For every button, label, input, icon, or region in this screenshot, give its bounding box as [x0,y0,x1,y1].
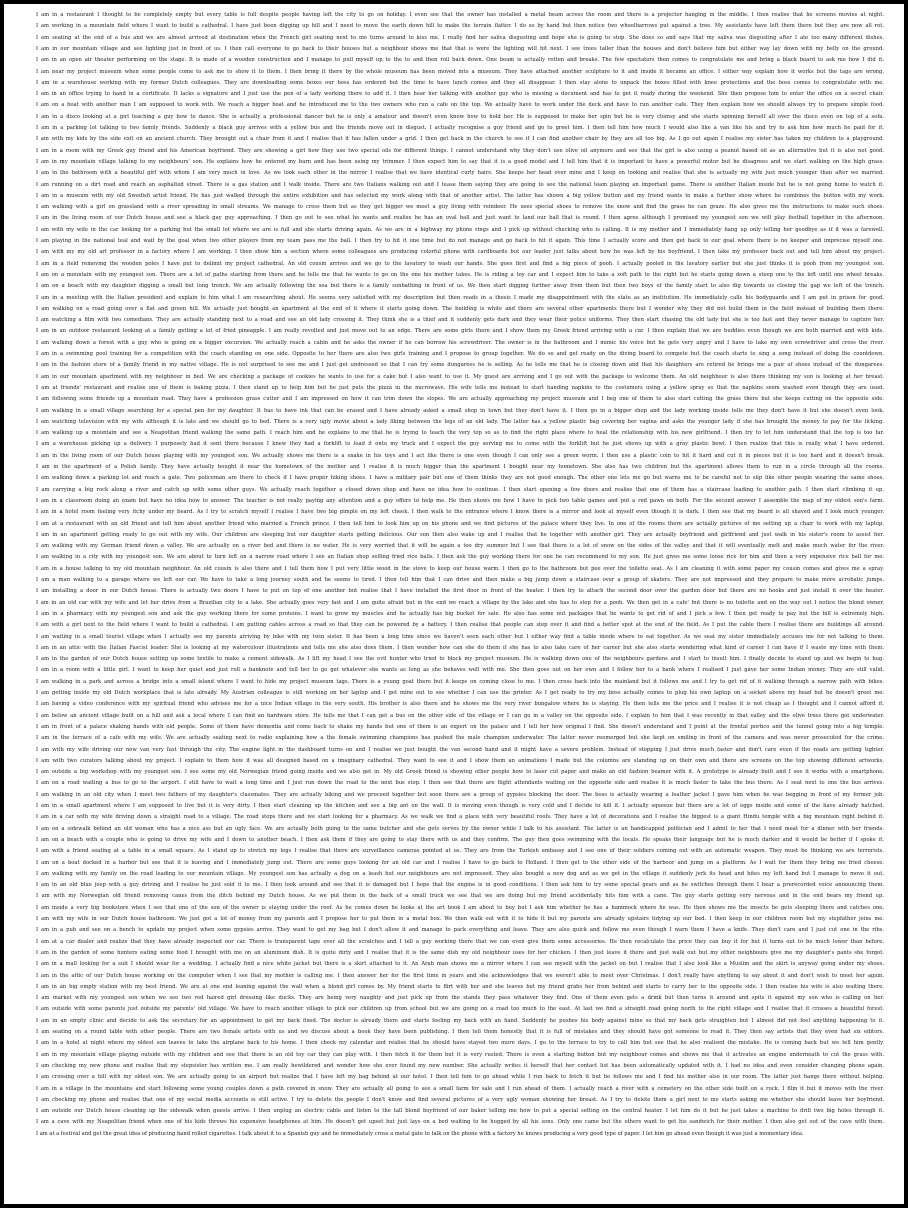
journal-entry-line: I am outside a big workshop with my youngest son. I see some my old Norwegian friend going inside and we also get in. My old Greek friend is showing other people how to laser cut paper and make an old fashion beamer with it. A prototype is already built and I see it works with a smartphone. [36,769,884,776]
journal-entry-line: I am in a car with my wife driving down a straight road to a village. The road stops there and we start looking for a pharmacy. As we walk we find a place with very beautiful roofs. They have a lot of decorations and I realise the biggest is a giant Hindu temple with a big mountain right behind it. [36,814,884,821]
journal-entry-line: I am walking with a girl on grassland with a river spreading in small streams. We manage to cross them but as they get bigger we meet a guy living with reindeer. He uses special shoes to remove the snow and find the grass he can graze. He also gives me the instructions to make such shoes. [36,204,884,211]
journal-entry-line: I am walking up a mountain and see a Neapolitan friend walking the same path. I reach him and he explains to me that he is trying to teach the very top so as to find the right place where to heal the relationship with his new girlfriend. I then try to let him understand that the top is too far. [36,430,884,437]
journal-entry-line: I am waiting in a small tourist village when I actually see my parents arriving by bike with my twin sister. It has been a long time since we haven't seen each other but I either way find a table inside where to eat together. As we seat my sister immediately accuses me for not talking to them. [36,633,884,640]
journal-entry-line: I am in a parking lot talking to two family friends. Suddenly a black guy arrives with a yellow bus and the friends move out in disgust. I actually recognise a guy friend and go to greet him. I then tell him how much I would also like a van like his and try to ask him how much he paid for it. [36,125,884,131]
journal-entry-line: I am walking with my German friend down a valley. We are actually on a river bed and there is no water. He is very worried that it will be again a too dry summer but I see that there is a lot of snow on the sides of the valley and that it will eventually melt and make much water for the river. [36,543,884,550]
journal-entry-line: I am in the bathroom with a beautiful girl with whom I am very much in love. As we look each other in the mirror I realise that we have identical curly hairs. She keeps her head over mine and I keep on looking and realise that she is actually my wife just much younger than after we married. [36,170,884,177]
journal-entry-line: I am in a house talking to my old mountain neighbour. An old cousin is also there and I tell them how I put very little wood in the stove to keep our house warm. I then go to the bathroom but pee over the toilette seat. As I am cleaning it with some paper my cousin comes and gives me a spray. [36,565,884,572]
journal-entry-line: I am in a village in the mountains and start following some young couples down a path covered in snow. They are actually all going to see a small farm for sale and I run ahead of them. I actually reach a river with a cemetery on the other side built on a rock. I film it but it moves with the river. [36,1085,884,1092]
journal-entry-line: I am working in a mountain field where I want to build a cathedral. I have just been digging up hill and I need to move the earth down hill to make the terrain flatter. I do so by hand but then notice two wheelbarrows put against a tree. My assistants have left them there but they are now all rot. [36,23,884,30]
journal-entry-line: I am a warehouse picking up a delivery. I purposely had it sent there because I knew they had a forklift to load it onto my truck and I expect the guy serving me to come with the forklift but he just shows up with a gray plastic bowl. I then realize that this is really what I have ordered. [36,441,884,448]
journal-entry-line: I am running on a dirt road and reach an asphalted street. There is a gas station and I walk inside. There are two Italians walking out and I tease them saying they are going to see the national team playing an important game. There is another Italian inside but he is not going home to watch it. [36,181,884,188]
journal-entry-line: I am in the living room of our Dutch house playing with my youngest son. We actually shows me there is a snake in his toys and I act like there is one even though I can only see a green worm. I then use a plastic coin to hit it hard and cut it in pieces but it is too hard and it doesn't break. [36,452,884,459]
journal-entry-line: I am inside a very big bookstore when I see that one of the son of the owner is staying under the roof. As he comes down he looks at the art book I am about to buy but I ask him whether he has a hammock where he was. He then shows me the insects he gets sleeping there and catches one. [36,904,884,911]
journal-entry-line: I am in our mountain village and see lighting just in front of us. I then call everyone to go back to their houses but a neighbour shows me that that is were the lighting will hit next. I see trees taller than the houses and don't believe him but either way lay down with my belly on the ground. [36,45,884,52]
journal-entry-line: I am below an ancient village built on a hill and ask a local where I can find an hardware store. He tells me that I can get a bus on the other side of the village or I can go in a valley on the opposite side. I explain to him that I was recently in that valley and the olive trees there got underwater. [36,712,884,719]
journal-entry-line: I am a cave with my Neapolitan friend when one of his kids throws his expensive headphones at him. He doesn't get upset but just lays on a bed waiting to be hugged by all his sons. Only one came but the others want to get his sandwich for their mother. I then also get out of the cave with them. [36,1119,884,1126]
journal-entry-line: I am with a friend seating at a table in a small square. As I stand up to stretch my legs I realise that there are surveillance cameras pointed at us. They are from the Turkish embassy and I see one of their soldiers coming out with an automatic weapon. They must be thinking we are terrorists. [36,848,884,855]
journal-entry-line: I am in a meeting with the Italian president and explain to him what I am researching about. He seems very satisfied with my description but then reads in a thesis I made my disappointment with the state as an institution. He immediately calls his bodyguards and I am put in prison for good. [36,294,884,301]
journal-entry-line: I am in an big empty station with my best friend. We are at one end leaning against the wall when a blond girl comes by. My friend starts to flirt with her and she leaves but my friend grabs her from behind and starts to carry her to the opposite side. I then realise his wife is also waiting there. [36,983,884,990]
journal-entry-line: I am at a restaurant with an old friend and tell him about another friend who married a French prince. I then tell him to look him up on his phone and we find pictures of the palace where they live. In one of the rooms there are actually pictures of me setting up a chair to work with my laptop. [36,520,884,527]
journal-entry-line: I am in a warehouse working with my former Dutch colleagues. They are downloading some boxes our boss has ordered but the time to have lunch comes and they all disappear. I then stay alone to unpack the boxes filled with knee protections and the boss comes to congratulate with me. [36,79,884,86]
journal-entry-line: I am in the fashion store of a family friend in my native village. He is not surprised to see me and I just get undressed so that I can try some dungarees he is selling. As he tells me that he is closing down and that his daughters are retired he brings me a pair of shoes instead of the dungarees. [36,362,884,369]
journal-entry-line: I am in a mall looking for a suit I should wear for a wedding. I actually find a nice white jacket but there is a skirt attached to it. An Arab man shows me a mirror where I can see myself with the jacket on but I realise that I also look like a Muslim and the skirt is anyway going under my shoes. [36,961,884,968]
journal-entry-line: I am in a room with my Greek guy friend and his American boyfriend. They are showing a girl how they use two special oils for different things. I cannot understand why they don't use olive oil anymore and see that the girl is also using a peanut based oil as an alternative but it is also not good. [36,147,884,154]
journal-entry-line: I am seating at the end of a bus and we are almost arrived at destination when the French girl seating next to me turns around to kiss me. I really find her saliva disgusting and hope she is going to stop. She does so and says that my saliva was disgusting after I ate too many different dishes. [36,34,884,41]
journal-entry-line: I am in the living room of our Dutch house and see a black gay guy approaching. I then go out to see what he wants and realise he has an oval ball and just want to land our ball that is round. I then agree although I promised my youngest son we will play football together in the afternoon. [36,215,884,222]
journal-entry-line: I am getting inside my old Dutch workplace that is late already. My Austrian colleague is still working on her laptop and I get mine out to see whether I can use the printer. As I get ready to try my boss actually comes to plug his own laptop on a socket above my head but he doesn't greet me. [36,690,884,696]
journal-entry-line: I am walking in a park and across a bridge into a small island where I want to hide my project museum tags. There is a young goat there but it keeps on coming close to me. I then cross back into the mainland but it follows me and I try to get rid of it walking through a narrow path with bikes. [36,678,884,685]
journal-entry-line: I am in an outdoor restaurant looking at a family getting a lot of fried pineapple. I am really revolted and just move out to an edge. There are some girls there and I show them my Greek friend arriving with a car. I then explain that we are buddies even though we are both married and with kids. [36,328,884,335]
journal-entry-line: I am walking in a city with my youngest son. We are about to turn left on a narrow road where I see an Italian shop selling fried rice balls. I then ask the guy working there for one he can recommend to my son. He just gives me some loose rice for him and then a very expensive rice ball for me. [36,554,884,561]
journal-entry-line: I am in an empty clinic and decide to ask the secretary for an appointment to get my back fixed. The doctor is already there and starts feeling my back with an hand. Suddenly he pushes his body against mine so that my back gets straighten but I almost did not feel anything happening to it. [36,1017,884,1024]
journal-entry-line: I am in the garden of our Dutch house setting up some textile to make a cement sidewalk. As I lift my head I see the evil hunter who tried to block my project museum. He is walking down one of the neighbours gardens and I start to insult him. I finally decide to stand up and we begin to hug. [36,656,884,663]
journal-entry-line: I am market with my youngest son when we see two red haired girl dressing like ducks. They are being very naughty and just pick up from the stands they pass whatever they find. One of them even gets a drink but then turns it around and spits it against my son who is calling on her. [36,995,884,1002]
journal-entry-line: I am in a pharmacy with my youngest son and ask the guy working there for some proteins. I want to grow my muscles and he actually has big bucket for sale. He also has some nut packages that he wants to get rid of and I pick a few. I then get ready to pay but the bill is extremely high. [36,610,884,617]
journal-entry-line: I am crossing over a hill with my oldest son. We are actually going to an airport but realize that I have left my bag behind at our hotel. I then tell him to go ahead while I run back to fetch it but he follows me and I find his mother also in our room. The latter just hangs there without helping. [36,1074,884,1081]
journal-entry-line: I am in my mountain village talking to my neighbours' son. He explains how he entered my barn and has been using my trimmer. I then expect him to say that it is a good model and I tell him that it is important to have a powerful motor but he disagrees and we start walking on the high grass. [36,158,884,165]
journal-entry-line: I am with my kids by the side exit on an ancient church. They brought out a chair from it and I realise that it has fallen under a grid. I then get back in the church to see if I can find another chair by they are all too big. As I go out again I realise my sister has taken my children to a playground. [36,136,884,143]
journal-entry-line: I am in a small apartment where I am supposed to live but it is very dirty. I then start cleaning up the kitchen and see a big ant on the wall. It is moving even though is very cold and I decide to kill it. I actually squeeze but there are a lot of eggs inside and some of the have already hatched. [36,803,884,809]
journal-entry-line: I am in an office trying to hand in a certificate. It lacks a signature and I just use the pen of a lady working there to add it. I then hear her talking with another guy who is missing a document and has to get it ready during the weekend. She then propose him to enter the office on a secret chair. [36,91,884,98]
journal-entry-line: I am with two curators talking about my project. I explain to them how it was all designed based on a imaginary cathedral. They want to see it and I show them an animations I made but the columns are standing up on their own and there are screens on the top showing different artworks. [36,757,884,764]
journal-entry-line: I am checking my phone and realise that one of my social media accounts is still active. I try to delete the people I don't know and find several pictures of a very ugly woman showing her breast. As I try to delete them a girl next to me starts asking me whether she should leave her boyfriend. [36,1096,884,1103]
journal-entry-line: I am on a boat docked in a harbor but see that it is leaving and I immediately jump out. There are some guys looking for an old car and I realise I have to go back to Holland. I then get to the other side of the harbour and jump on a platform. As I wait for them they bring me fried cheese. [36,859,884,866]
journal-entry-line: I am playing in the national teal and wait by the goal when two other players from my team pass me the ball. I then try to hit it one time but do not manage and go back to hit it again. This time I actually score and then get back to our goal where there is no keeper and imprecise myself one. [36,238,884,244]
journal-entry-line: I am on a beach with a couple who is going to drive my wife and I down to another beach. I then ask them if they are going to stay there with us and they confirm. The guy then goes swimming with the locals. He speaks their language but he is much darker and it would be better if I spoke it. [36,836,884,843]
journal-entry-line: I am on a boat with another man I am supposed to work with. We reach a bigger boat and he introduced me to the two owners who run a cafe on the top. We actually have to work under the deck and have to run another cafe. They then explain how we should always try to prepare simple food. [36,102,884,109]
journal-entry-line: I am at friends' restaurant and realise one of them is baking pizza. I then stand up to help him but he just puts the pizza in the microwave. His wife tells me instead to start handing napkins to the costumers using a yellow spray so that the napkins seem washed even though they are used. [36,384,884,391]
journal-entry-line: I am in a swimming pool training for a competition with the coach standing on one side. Opposite to her there are also two girls training and I propose to group together. We do so and get ready on the diving board to compete but the coach starts to sing a song instead of doing the countdown. [36,351,884,357]
journal-entry-line: I am watching a film with two comedians. They are actually standing next to a road and see an old lady crossing it. They think she is a thief and it suddenly gets dark and they wear their police uniforms. They then start chasing the old lady but she is too fast and they never manage to capture her. [36,317,884,324]
journal-entry-line: I am on a sidewalk behind an old woman who has a nice ass but an ugly face. We are actually both going to the same butcher and she gets serves by the owner while I talk to his assistant. The latter is an handicapped politician and I admit to her that I need meat for a dinner with her friends. [36,825,884,832]
journal-entry-line: I am walking down a forest with a guy who is going on a bigger excursion. We actually reach a cabin and he asks the owner if he can borrow his screwdriver. The owner is in the bathroom and I mimic his voice but he gets very angry and I have to take my own screwdriver and cross the river. [36,339,884,346]
journal-entry-line: I am in an open air theater performing on the stage. It is made of a wooden construction and I manage to pull myself up to the to and then roll back down. One beam is actually rotten and breaks. The few spectators then comes to congratulate me and bring a black board to ask me how I did it. [36,57,884,64]
journal-entry-line: I am walking on a road going over a flat and green hill. We actually just bought an apartment at the end of it where it starts going down. The building is white and there are several other apartments there but I wonder why they did not build them in the field instead of building them there. [36,305,884,312]
journal-entry-line: I am walking with my family on the road leading to our mountain village. My youngest son has actually a dog on a leash but our neighbours are not impressed. They also bought a new dog and as we get in the village it suddenly jerk its head and bites my left hand but I manage to move it out. [36,870,884,877]
journal-entry-line: I am in front of a palace shaking hands with old people. Some of them have dementia and come back to shake my hands but one of them is an expert on the palace and I tell her how original I find. She doesn't understand and I point at the frontal portico and the tunnel going into a big temple. [36,723,884,730]
journal-entry-line: I am in a disco looking at a girl teaching a guy how to dance. She is actually a professional dancer but he is only a amateur and doesn't even know how to hold her. He is supposed to make her spin but he is very clumsy and she starts spinning herself all over the disco even on top of a sofa. [36,113,884,120]
journal-entry-line: I am in a restaurant I thought to be completely empty but every table is full despite people having left the city to go on holiday. I even see that the owner has installed a metal beam across the room and there is a projector hanging in the middle. I then realise that he screens movies at night. [36,12,884,18]
journal-entry-line: I am in an old blue jeep with a guy driving and I realise he just sold it to me. I then look around and see that it is damaged but I hope that the engine is in good conditions. I then ask him to try some special gears and as he switches through them I hear a prerecorded voice announcing them. [36,882,884,889]
journal-entry-line: I am with my wife in our Dutch house bathroom. We just got a lot of money from my parents and I propose her to put them in a metal box. We then walk out with it to hide it but my parents are already upstairs tidying up our bed. I then keep in our children room but my stepfather joins me. [36,916,884,922]
journal-entry-line: I am at a festival and get the great idea of producing hand rolled cigarettes. I talk about it to a Spanish guy and he immediately cross a metal gate to talk on the phone with a factory he knows producing a very good type of paper. I let him go ahead even though it was just a momentary idea. [36,1130,804,1137]
journal-entry-line: I am in the terrace of a cafe with my wife. We are actually seating next to radio explaining how a the female swimming champions has pushed the male champion underwater. The latter never reemerged but she kept on smiling in front of the camera and was never prosecuted for the crime. [36,735,884,742]
journal-entry-line: I am watching television with my wife although it is late and we should go to bed. There is a very ugly movie about a lady liking between the legs of an old lady. The latter has a yellow plastic bag covering her vagina and asks the younger lady if she has brought the money to pay for the licking. [36,418,884,425]
journal-entry-line: I am at a car dealer and realize that they have already inspected our car. There is transparent tape over all the scratches and I tell a guy working there that we can even give them some accessories. He then recalculate the price they can buy it for but it turns out to be much lower than before. [36,938,884,945]
journal-entry-line: I am in a field removing the wooden poles I have put to delimit my project cathedral. An old cousin arrives and we go to the lavatory to wash our hands. She goes first and find a big piece of pooh. I actually pooled in the lavatory earlier but she just thinks it is pooh from my youngest son. [36,260,884,267]
journal-entry-line: I am installing a door in our Dutch house. There is actually two doors I have to put on top of one another but realise that I have installed the first door in front of the heater. I then try to attach the second door over the garden door but there are no hooks and just install it over the heater. [36,588,884,595]
journal-entry-line: I am in a hotel room feeling very itchy under my beard. As I try to scratch myself I realise I have two big pimple on my left cheek. I then walk to the entrance where I know there is a mirror and look at myself even though it is dark. I then see that my beard is all shaved and I look much younger. [36,509,884,516]
journal-entry-line: I am with a girl next to the field where I want to build a cathedral. I am putting cables across a road so that they can be powered by a battery. I then realise that people can step over it and find a better spot at the end of the field. As I put the cable there I realise there are buildings all around. [36,622,884,629]
journal-entry-line: I am in my mountain village playing outside with my children and see that there is an old toy car they can play with. I then fetch it for them but it is very rusted. There is even a starting button but my neighbour comes and shows me that it activates an engine underneath to cut the grass with. [36,1051,884,1058]
journal-entry-line: I am on a beach with my daughter digging a small but long trench. We are actually following the sea but there is a family sunbathing in front of us. We then start digging further away from them but then two boys of the family start to also dig towards us closing the gap we left of the trench. [36,283,884,290]
journal-entry-line: I am walking in a small village searching for a special pen for my daughter. It has to have ink that can be erased and I have already asked a small shop in town but they don't have it. I then go in a bigger shop and the lady working inside tells me they don't have it but she doesn't even look. [36,407,884,414]
journal-entry-line: I am with my Norwegian old friend removing canes from the ditch behind my Dutch house. As we put them in the back of a small truck we see that we are doing but my friend accidentally hits him with a cane. The guy starts getting very nervous and in the end bears my friend up. [36,893,884,900]
journal-entry-line: I am having a video conference with my spiritual friend who advises me for a nice Indian village in the very south. His brother is also there and he shows me the very river bungalow where he is staying. He then tells me the price and I realise it is not cheap as I thought and I cannot afford it. [36,701,884,708]
journal-entry-line: I am on a mountain with my youngest son. There are a lot of paths starting from there and he tells me that he wants to go on the one his mother takes. He is riding a toy car and I expect him to take a soft path to the right but he starts going down a steep one to the left until one wheel breaks. [36,271,884,278]
journal-entry-line: I am in an old car with my wife and let her drive from a Brazilian city to a lake. She actually goes very fast and I am quite afraid but in the end we reach a village by the lake and she has to stop for a pooh. We then get in a cafe' but there is no toilette and on the way out I notice the blond owner. [36,599,884,606]
journal-entry-line: I am with my wife driving our new van very fast through the city. The engine light in the dashboard turns on and I realise we just bought the van second hand and it might have a severe problem. Instead of stopping I just drive much faster and don't care even if the roads are getting tighter. [36,746,884,753]
journal-entry-line: I am in an attic with the Italian Fascist leader. She is looking at my watercolour illustrations and tells me she also does them. I then wonder how can she do them if she has to also take care of her career but she also starts wondering what kind of career I can have if I waste my time with them. [36,644,884,651]
journal-entry-line: I am near my project museum when some people come to ask me to show it to them. I then bring it there by the whole museum has been moved into a museum. They have attached another sculpture to it and inside it became an office. I either way explain how it works but the tags are wrong. [36,68,884,75]
journal-entry-line: I am with my wife in the car looking for a parking but the small lot where we are is full and she starts driving again. As we are in a highway my phone rings and I pick up without checking who is calling. It is my mother and I immediately hang up only telling her goodbye as if it was a farewell. [36,226,884,233]
journal-entry-line: I am walking down a parking lot and reach a gate. Two policeman are there to check if I have proper hiking shoes. I have a military pair but one of them thinks they are not good enough. The other one lets me go but warns me to be careful not to slip like other people wearing the same shoes. [36,475,884,482]
journal-entry-line: I am in our mountain apartment with my neighbour in bed. We are checking a package of cookies he wants to use for a cake but I also want to use it. My guest are arriving and I go out with the package to welcome them. An old neighbour is also there thinking my son is looking at her breast. [36,373,884,380]
journal-entry-line: I am carrying a big rock along a river and catch up with some other guys. We actually reach together a closed down shop and have no idea how to continue. I then start opening a few doors and realise that one of them has a staircase leading to another path. I then start climbing it up. [36,486,884,493]
journal-entry-line: I am outside our Dutch house cleaning up the sidewalk when guests arrive. I then unplug an electric cable and listen to the tall blond boyfriend of our baker telling me how to put a special setting on the central heater. I let him do it but he just takes a machine to drill two big holes through it. [36,1108,884,1115]
journal-entry-line: I am checking my new phone and realise that my stepsister has written me. I am really bewildered and wonder how she ever found my new number. She actually writes it herself that her contact list has been automatically updated with it. I had no idea and even consider changing phone again. [36,1062,884,1069]
journal-entry-line: I am a man walking to a garage where we left our car. We have to take a long journey south and he seems to tired. I then tell him that I can drive and then make a big jump down a staircase over a group of skaters. They are not impressed and they prepare to make more acrobatic jumps. [36,577,884,583]
journal-entry-line: I am in a hotel at night where my oldest son leaves to take the airplane back to his home. I then check my calendar and realise that he should have stayed two more days. I go to the terrace to try to call him but see that he also realised the mistake. He is coming back but we tell him gently. [36,1040,884,1047]
journal-entry-line: I am outside with some parents just outside my parents' old village. We have to reach another village to pick our children up from school but we are going on a road too much to the east. At last we find a straight road going north to the right village and I realise that it crosses a beautiful forest. [36,1006,884,1013]
journal-entry-line: I am in a pub and see on a bench to update my project when some gypsies arrive. They want to get my bag but I don't allow it and manage to pack everything and leave. They are also quick and follow me even though I warn them I have a knife. They don't care and I just cut one in the ribs. [36,927,884,934]
journal-entry-line: I am seating on a round table with other people. There are two female artists with us and we discuss about a book they have been publishing. I then tell them honestly that it is full of mistakes and they should have got someone to read it. They then say artists that they even had six editors. [36,1029,884,1035]
journal-entry-line: I am in a classroom doing an exam but have no idea how to answer. The teacher is not really paying any attention and a guy offers to help me. He then shows me how I have to pick two table games and put a red pawn on both. For the second answer I assemble the map of my oldest son's farm. [36,497,884,504]
journal-entry-line: I am on a road waiting a bus to go to the airport. I still have to wait a long time and I just run down the road to the next bus stop. I then see that there are flight attendants waiting on the opposite side and realise it is much faster to take the bus there. As I seat next to one the bus arrives. [36,780,884,787]
journal-entry-line: I am in the apartment of a Polish family. They have actually bought it near the hometown of the mother and I realise it is much bigger than the apartment I bought near my hometown. She also has two children but the apartment allows them to run in a circle through all the rooms. [36,464,884,470]
journal-entry-line: I am in the garden of some hunters eating some food I brought with me on an aluminum dish. It is quite dirty and I realise that it is the same dish my old neighbour uses for her chicken. I then just leave it there and just walk out but my other neighbours give me my daughter's pants she forgot. [36,949,884,956]
journal-entry-line: I am in an apartment getting ready to go out with my wife. Our children are sleeping but our daughter starts getting delicious. Our son then also wake up and I realise that he together with another girl. They are actually boyfriend and girlfriend and just walk in his sister's room to assist her. [36,531,884,538]
journal-entry-line: I am in the attic of our Dutch house working on the computer when I see that my mother is calling me. I then answer her for the first time in years and she acknowledges that we weren't able to meet over Christmas. I don't really have anything to say about it and don't wish to meet her again. [36,972,884,979]
journal-entry-line: I am with my my old art professor in a factory where I am working. I then show him a section where some colleagues are producing colorful phone with cardboards but our leader just talks about how he was left by his boyfriend. I then take my professor back out and tell him about my project. [36,249,884,256]
journal-entry-line: I am in a museum with my old Swedish artist friend. He has just walked through the entire exhibition and has selected my work along with that of another artist. The latter has shown a big yellow button and my friend wants to make a further show where he combines the button with my work. [36,192,884,199]
journal-entry-line: I am walking in an old city when I meet two fathers of my daughter's classmates. They are actually biking and we proceed together but soon there are a group of gypsies blocking the door. The boss is actually wearing a leather jacket I gave him when he was begging in front of my former job. [36,791,884,798]
journal-entry-line: I am in a room with a little girl. I want to keep her quiet and just roll a banknote and tell her to go get whatever she wants as long as she behaves well with me. She then goes out on her own and I follow her to a bank where I realised I just gave her some Indian money. They are still valid. [36,667,884,674]
journal-entry-line: I am following some friends up a mountain road. They have a profession grass cutter and I am impressed on how it can trim down the slopes. We are actually approaching my project museum and I beg one of them to also start cutting the grass there but she keeps cutting on the opposite side. [36,396,884,403]
document-page [4,4,904,1204]
